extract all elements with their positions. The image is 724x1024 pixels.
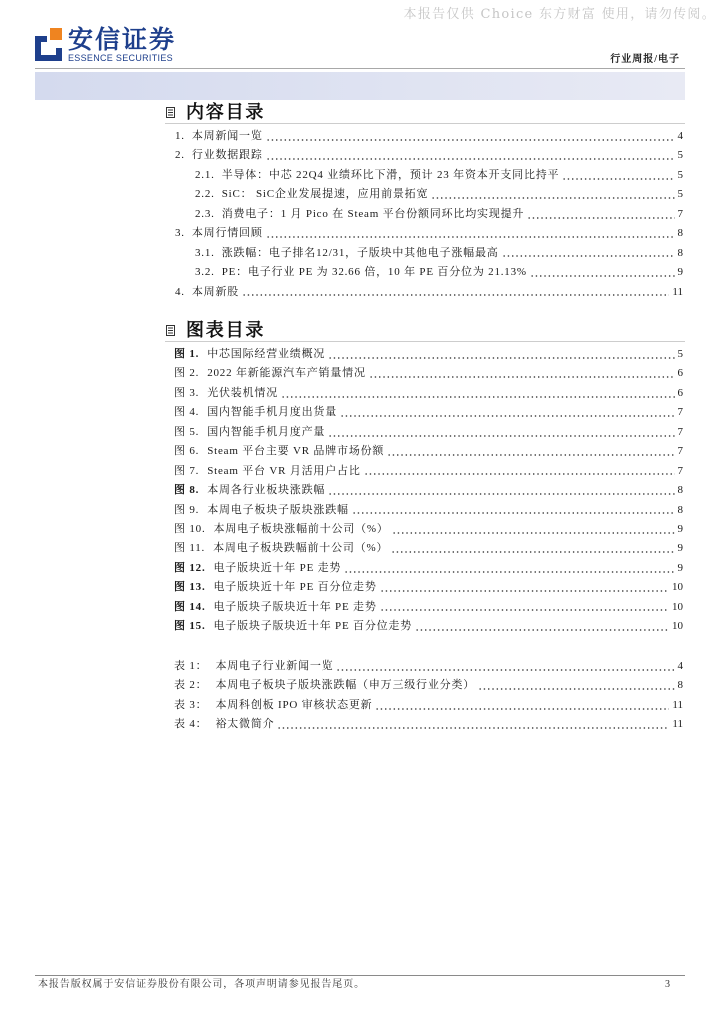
table-entry-label: 表 4： xyxy=(174,718,208,731)
toc-entry[interactable] xyxy=(165,224,683,243)
essence-securities-logo-icon xyxy=(35,27,63,61)
toc-entry[interactable] xyxy=(165,244,683,263)
figure-entry-page: 8 xyxy=(677,484,683,497)
figure-entry-label: 图 6. xyxy=(174,445,200,458)
toc-entry-number: 4. xyxy=(175,285,185,298)
figure-entry-page: 6 xyxy=(677,367,683,380)
contents-list xyxy=(165,127,683,302)
figure-entry[interactable] xyxy=(165,501,683,520)
table-entry-page: 11 xyxy=(672,718,683,731)
dot-leader xyxy=(266,146,675,165)
figure-entry-title: 电子版块近十年 PE 百分位走势 xyxy=(213,581,377,594)
figure-entry-label: 图 5. xyxy=(174,425,200,438)
figure-entry-label: 图 12. xyxy=(174,561,206,574)
report-category: 行业周报/电子 xyxy=(610,54,680,65)
figure-entry-label: 图 4. xyxy=(174,406,200,419)
list-icon xyxy=(166,107,175,118)
figure-entry[interactable] xyxy=(165,617,683,636)
figure-entry[interactable] xyxy=(165,462,683,481)
toc-entry-number: 2. xyxy=(175,149,185,162)
brand-name: 安信证券 xyxy=(68,25,177,54)
figure-entry-page: 9 xyxy=(677,522,683,535)
table-entry[interactable] xyxy=(165,676,683,695)
figure-entry[interactable] xyxy=(165,345,683,364)
toc-entry-title: 行业数据跟踪 xyxy=(191,149,263,162)
figure-entry-label: 图 13. xyxy=(174,581,206,594)
dot-leader xyxy=(242,283,669,302)
dot-leader xyxy=(266,127,675,146)
dot-leader xyxy=(387,442,674,461)
dot-leader xyxy=(281,384,674,403)
figure-entry[interactable] xyxy=(165,442,683,461)
dot-leader xyxy=(527,205,674,224)
figure-entry-page: 10 xyxy=(672,600,683,613)
figure-entry-title: 国内智能手机月度产量 xyxy=(207,425,326,438)
dot-leader xyxy=(328,345,674,364)
figure-entry-label: 图 1. xyxy=(174,348,200,360)
footer-rule xyxy=(35,975,685,976)
dot-leader xyxy=(431,185,674,204)
figure-entry-title: 光伏装机情况 xyxy=(207,386,279,399)
figure-entry-title: 2022 年新能源汽车产销量情况 xyxy=(207,367,366,380)
dot-leader xyxy=(392,520,675,539)
toc-entry-page: 8 xyxy=(677,227,683,240)
toc-entry-page: 11 xyxy=(672,285,683,298)
table-entry-label: 表 3： xyxy=(174,698,208,711)
figure-entry-title: 本周各行业板块涨跌幅 xyxy=(207,484,326,497)
dot-leader xyxy=(380,578,669,597)
table-entry-title: 裕太微简介 xyxy=(215,718,275,731)
table-entry-title: 本周电子行业新闻一览 xyxy=(215,660,334,672)
dot-leader xyxy=(328,481,674,500)
table-entry-label: 表 2： xyxy=(174,679,208,692)
figure-entry[interactable] xyxy=(165,423,683,442)
toc-entry-page: 5 xyxy=(677,149,683,162)
figures-heading xyxy=(165,320,685,342)
toc-entry-title: 本周新股 xyxy=(191,285,240,298)
table-entry-page: 4 xyxy=(677,660,683,672)
dot-leader xyxy=(375,696,669,715)
figure-entry[interactable] xyxy=(165,481,683,500)
figure-entry-title: 中芯国际经营业绩概况 xyxy=(207,348,326,360)
dot-leader xyxy=(530,263,675,282)
figure-entry[interactable] xyxy=(165,364,683,383)
toc-entry-title: PE：电子行业 PE 为 32.66 倍，10 年 PE 百分位为 21.13% xyxy=(221,266,527,279)
toc-entry-number: 2.3. xyxy=(195,207,215,220)
watermark-text: 本报告仅供 Choice 东方财富 使用，请勿传阅。 xyxy=(403,7,716,22)
dot-leader xyxy=(328,423,674,442)
table-entry-label: 表 1： xyxy=(174,660,208,672)
figure-entry-page: 7 xyxy=(677,406,683,419)
figure-entry-label: 图 10. xyxy=(174,522,206,535)
figure-entry-label: 图 8. xyxy=(174,484,200,497)
figure-entry-label: 图 14. xyxy=(174,600,206,613)
brand-name-en: ESSENCE SECURITIES xyxy=(68,53,173,63)
header-band xyxy=(35,72,685,100)
figure-entry-page: 8 xyxy=(677,503,683,516)
figure-entry-title: Steam 平台 VR 月活用户占比 xyxy=(207,464,361,477)
toc-entry-number: 3.2. xyxy=(195,266,215,279)
table-entry-title: 本周科创板 IPO 审核状态更新 xyxy=(215,698,373,711)
figure-entry-title: 电子版块子版块近十年 PE 走势 xyxy=(213,600,377,613)
dot-leader xyxy=(336,657,674,676)
toc-entry[interactable] xyxy=(165,146,683,165)
dot-leader xyxy=(352,501,675,520)
footer-disclaimer: 本报告版权属于安信证券股份有限公司，各项声明请参见报告尾页。 xyxy=(38,979,365,990)
figure-entry-page: 9 xyxy=(677,561,683,574)
figure-entry[interactable] xyxy=(165,403,683,422)
figure-entry-label: 图 2. xyxy=(174,367,200,380)
toc-entry-page: 4 xyxy=(677,130,683,142)
figure-entry-title: Steam 平台主要 VR 品牌市场份额 xyxy=(207,445,385,458)
dot-leader xyxy=(380,598,669,617)
dot-leader xyxy=(502,244,675,263)
figure-entry-title: 电子版块近十年 PE 走势 xyxy=(213,561,342,574)
dot-leader xyxy=(391,539,674,558)
toc-entry-number: 3. xyxy=(175,227,185,240)
toc-entry-page: 7 xyxy=(677,207,683,220)
logo-orange-square xyxy=(50,28,62,40)
toc-entry-page: 5 xyxy=(677,188,683,201)
toc-entry-number: 2.1. xyxy=(195,168,215,181)
toc-entry-title: 本周行情回顾 xyxy=(191,227,263,240)
contents-heading xyxy=(165,102,685,124)
figure-entry[interactable] xyxy=(165,598,683,617)
table-entry[interactable] xyxy=(165,696,683,715)
toc-entry-title: SiC： SiC企业发展提速，应用前景拓宽 xyxy=(221,188,429,201)
dot-leader xyxy=(562,166,674,185)
toc-entry[interactable] xyxy=(165,166,683,185)
toc-entry[interactable] xyxy=(165,127,683,146)
list-icon xyxy=(166,325,175,336)
dot-leader xyxy=(478,676,674,695)
figure-entry-title: 本周电子板块涨幅前十公司（%） xyxy=(213,522,389,535)
figure-entry-page: 7 xyxy=(677,464,683,477)
toc-entry-number: 2.2. xyxy=(195,188,215,201)
dot-leader xyxy=(369,364,675,383)
figure-entry-page: 9 xyxy=(677,542,683,555)
dot-leader xyxy=(364,462,675,481)
figure-entry-title: 本周电子板块跌幅前十公司（%） xyxy=(213,542,389,555)
figure-entry[interactable] xyxy=(165,539,683,558)
toc-entry[interactable] xyxy=(165,205,683,224)
figure-entry[interactable] xyxy=(165,559,683,578)
dot-leader xyxy=(266,224,675,243)
dot-leader xyxy=(340,403,674,422)
figure-entry-label: 图 9. xyxy=(174,503,200,516)
figure-entry-label: 图 11. xyxy=(174,542,206,555)
figure-entry-page: 6 xyxy=(677,386,683,399)
toc-entry-number: 3.1. xyxy=(195,246,215,259)
header-rule xyxy=(35,68,685,69)
figure-entry-page: 10 xyxy=(672,581,683,594)
contents-heading-title: 内容目录 xyxy=(186,102,266,122)
figure-entry-page: 7 xyxy=(677,425,683,438)
toc-entry-page: 5 xyxy=(677,168,683,181)
figure-entry-page: 5 xyxy=(677,348,683,360)
figure-entry[interactable] xyxy=(165,384,683,403)
figure-entry-label: 图 3. xyxy=(174,386,200,399)
figure-entry-title: 本周电子板块子版块涨跌幅 xyxy=(207,503,349,516)
table-entry[interactable] xyxy=(165,715,683,734)
figure-entry-label: 图 7. xyxy=(174,464,200,477)
figure-list xyxy=(165,345,683,637)
toc-entry[interactable] xyxy=(165,263,683,282)
toc-entry[interactable] xyxy=(165,283,683,302)
figure-entry[interactable] xyxy=(165,578,683,597)
table-entry-page: 8 xyxy=(677,679,683,692)
table-entry[interactable] xyxy=(165,657,683,676)
figure-entry-title: 国内智能手机月度出货量 xyxy=(207,406,338,419)
figure-entry-page: 10 xyxy=(672,620,683,633)
table-list xyxy=(165,657,683,735)
toc-entry-page: 9 xyxy=(677,266,683,279)
figure-entry[interactable] xyxy=(165,520,683,539)
table-entry-page: 11 xyxy=(672,698,683,711)
toc-entry[interactable] xyxy=(165,185,683,204)
toc-entry-title: 涨跌幅：电子排名12/31，子版块中其他电子涨幅最高 xyxy=(221,246,499,259)
table-entry-title: 本周电子板块子版块涨跌幅（申万三级行业分类） xyxy=(215,679,476,692)
figure-entry-label: 图 15. xyxy=(174,620,206,633)
figure-entry-page: 7 xyxy=(677,445,683,458)
toc-entry-title: 本周新闻一览 xyxy=(191,130,263,142)
dot-leader xyxy=(415,617,669,636)
toc-entry-title: 消费电子：1 月 Pico 在 Steam 平台份额同环比均实现提升 xyxy=(221,207,525,220)
toc-entry-title: 半导体：中芯 22Q4 业绩环比下滑，预计 23 年资本开支同比持平 xyxy=(221,168,560,181)
dot-leader xyxy=(277,715,669,734)
dot-leader xyxy=(344,559,674,578)
figure-entry-title: 电子版块子版块近十年 PE 百分位走势 xyxy=(213,620,413,633)
toc-entry-number: 1. xyxy=(175,130,185,142)
toc-entry-page: 8 xyxy=(677,246,683,259)
page-number: 3 xyxy=(665,979,670,990)
figures-heading-title: 图表目录 xyxy=(186,320,266,340)
